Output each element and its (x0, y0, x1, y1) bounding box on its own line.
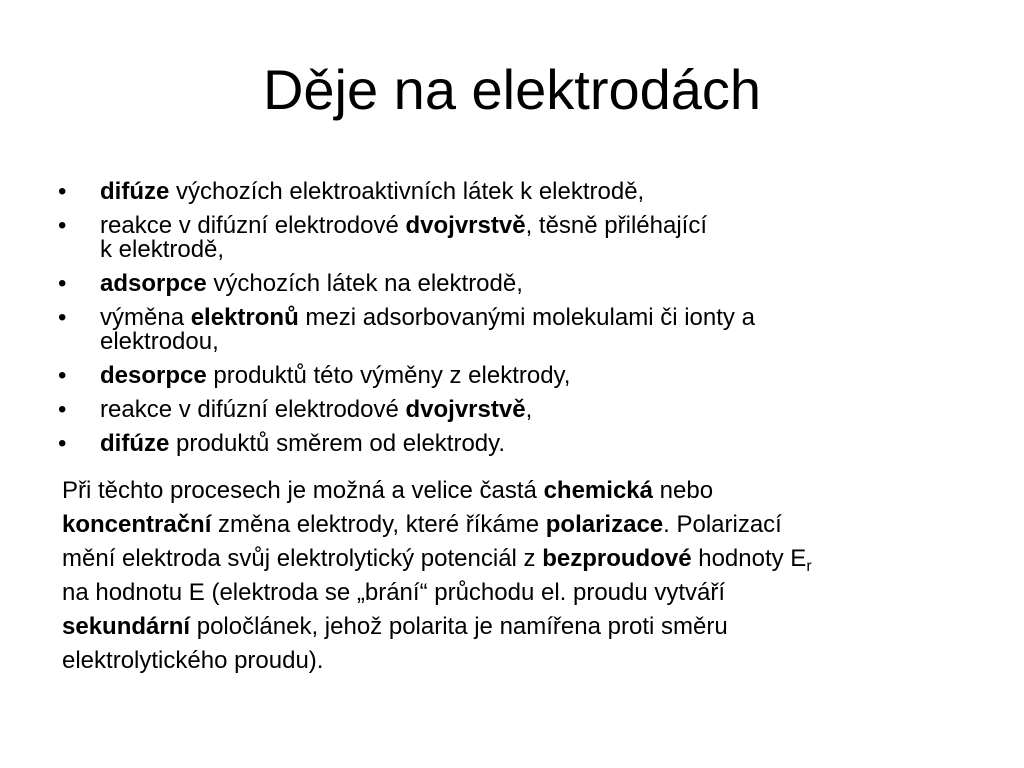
text-run: mění elektroda svůj elektrolytický potenciál z (62, 545, 543, 572)
bullet-text (100, 178, 644, 205)
bold-term: difúze (100, 430, 170, 457)
text-run: . Polarizací (663, 511, 782, 538)
bullet-dot-icon: • (58, 178, 67, 205)
text-run: elektrodou, (100, 328, 219, 355)
bullet-text (100, 212, 707, 263)
bold-term: koncentrační (62, 511, 212, 538)
text-run: výchozích elektroaktivních látek k elektrodě, (169, 178, 645, 205)
bullet-dot-icon: • (58, 270, 67, 297)
bold-term: bezproudové (542, 545, 692, 572)
subscript-text: r (806, 558, 812, 575)
text-run: mezi adsorbovanými molekulami či ionty a (298, 304, 755, 331)
bullet-text (100, 396, 532, 423)
polarization-paragraph (62, 474, 972, 678)
text-run: poločlánek, jehož polarita je namířena proti směru (190, 613, 728, 640)
text-run: produktů této výměny z elektrody, (206, 362, 571, 389)
bold-term: difúze (100, 178, 170, 205)
bullet-item (58, 180, 958, 204)
slide-title: Děje na elektrodách (262, 58, 762, 121)
text-run: produktů směrem od elektrody. (169, 430, 506, 457)
text-run: nebo (652, 477, 714, 504)
bold-term: desorpce (100, 362, 207, 389)
bold-term: chemická (543, 477, 653, 504)
bold-term: sekundární (62, 613, 191, 640)
bullet-item (58, 272, 958, 296)
bold-term: polarizace (545, 511, 664, 538)
text-run: , (525, 396, 533, 423)
text-run: elektrolytického proudu). (62, 647, 324, 674)
text-run: , těsně přiléhající (525, 212, 707, 239)
bold-term: adsorpce (100, 270, 207, 297)
bullet-text (100, 270, 523, 297)
bullet-dot-icon: • (58, 362, 67, 389)
bullet-list (58, 180, 958, 466)
bullet-text (100, 362, 570, 389)
bullet-dot-icon: • (58, 430, 67, 457)
bullet-item (58, 306, 958, 354)
text-run: hodnoty E (691, 545, 807, 572)
bullet-dot-icon: • (58, 212, 67, 239)
text-run: k elektrodě, (100, 236, 225, 263)
text-run: výměna (100, 304, 191, 331)
bullet-item (58, 398, 958, 422)
bullet-dot-icon: • (58, 396, 67, 423)
bold-term: elektronů (190, 304, 299, 331)
text-run: Při těchto procesech je možná a velice častá (62, 477, 544, 504)
bullet-text (100, 304, 755, 355)
text-run: výchozích látek na elektrodě, (206, 270, 523, 297)
text-run: na hodnotu E (elektroda se „brání“ průchodu el. proudu vytváří (62, 579, 726, 606)
text-run: změna elektrody, které říkáme (211, 511, 546, 538)
bullet-dot-icon: • (58, 304, 67, 331)
text-run: reakce v difúzní elektrodové (100, 396, 406, 423)
bullet-item (58, 432, 958, 456)
bold-term: dvojvrstvě (405, 396, 526, 423)
bullet-item (58, 214, 958, 262)
text-run: reakce v difúzní elektrodové (100, 212, 406, 239)
bold-term: dvojvrstvě (405, 212, 526, 239)
bullet-text (100, 430, 505, 457)
bullet-item (58, 364, 958, 388)
